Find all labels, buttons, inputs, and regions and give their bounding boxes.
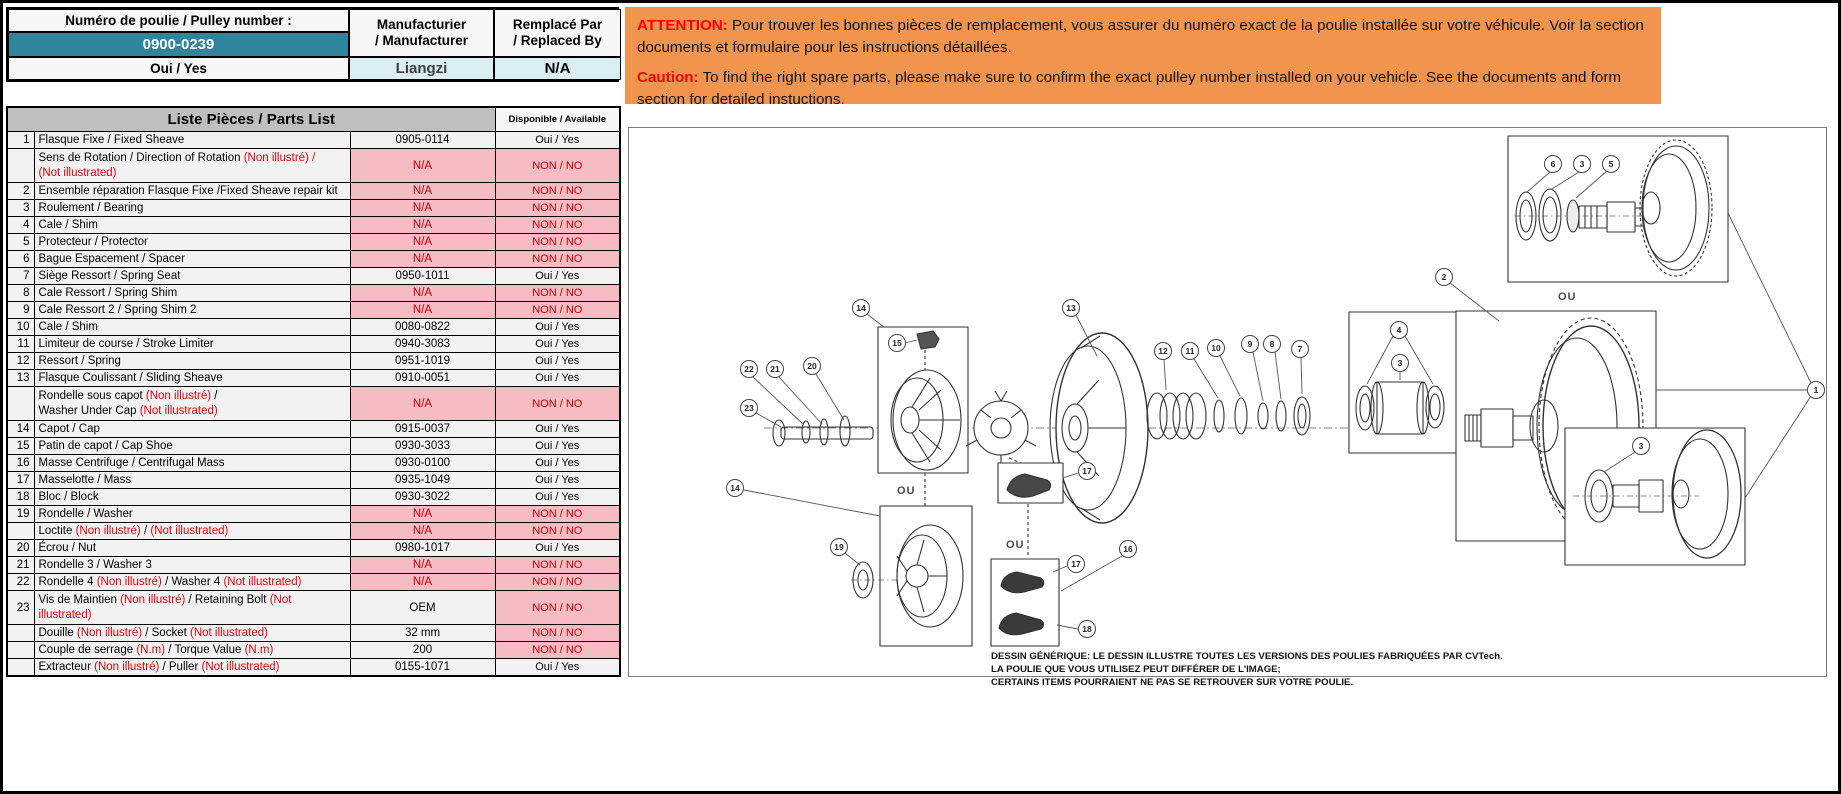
table-row [7, 489, 620, 506]
item-description-cell: Rondelle 3 / Washer 3 [34, 557, 350, 574]
item-description-cell: Cale / Shim [34, 217, 350, 234]
part-number-cell: N/A [350, 523, 495, 540]
available-column-header: Disponible / Available [495, 107, 620, 132]
part-number-cell: N/A [350, 302, 495, 319]
replaced-by-label-en: / Replaced By [513, 33, 602, 48]
callout-number: 22 [744, 364, 754, 374]
part-number-cell: 0915-0037 [350, 421, 495, 438]
item-number-cell: 18 [7, 489, 34, 506]
exploded-diagram-panel [628, 127, 1827, 688]
table-row [7, 217, 620, 234]
item-description-cell: Masselotte / Mass [34, 472, 350, 489]
item-number-cell [7, 625, 34, 642]
part-number-cell: 0940-3083 [350, 336, 495, 353]
availability-cell: NON / NO [495, 574, 620, 591]
table-row [7, 472, 620, 489]
part-number-cell: N/A [350, 149, 495, 183]
attention-body-fr: Pour trouver les bonnes pièces de remplacement, vous assurer du numéro exact de la poulie installée sur votre véhicule. Voir la section documents et formulaire pour les instructions détaillées. [637, 17, 1644, 56]
callout-leader-line [1220, 356, 1240, 396]
callout-number: 6 [1550, 159, 1556, 169]
part-number-cell: N/A [350, 574, 495, 591]
availability-cell: Oui / Yes [495, 540, 620, 557]
left-panel [6, 7, 619, 677]
callout-number: 20 [807, 361, 817, 371]
manufacturer-header [349, 9, 494, 57]
item-number-cell [7, 523, 34, 540]
callout-leader-line [1728, 213, 1811, 383]
callout-leader-line [744, 490, 880, 516]
availability-cell: Oui / Yes [495, 319, 620, 336]
item-description-cell: Ressort / Spring [34, 353, 350, 370]
table-row [7, 319, 620, 336]
part-number-cell: N/A [350, 200, 495, 217]
table-row [7, 132, 620, 149]
replaced-by-value: N/A [494, 57, 621, 80]
item-description-cell: Rondelle 4 (Non illustré) / Washer 4 (Not illustrated) [34, 574, 350, 591]
part-number-cell: 0930-3033 [350, 438, 495, 455]
item-description-cell: Patin de capot / Cap Shoe [34, 438, 350, 455]
availability-cell: NON / NO [495, 506, 620, 523]
item-number-cell: 2 [7, 183, 34, 200]
part-number-cell: N/A [350, 506, 495, 523]
part-number-cell: 0080-0822 [350, 319, 495, 336]
item-number-cell: 9 [7, 302, 34, 319]
callout-number: 12 [1158, 346, 1168, 356]
part-number-cell: N/A [350, 285, 495, 302]
item-number-cell: 11 [7, 336, 34, 353]
attention-label-fr: ATTENTION: [637, 17, 728, 34]
parts-table-body [7, 132, 620, 677]
callout-number: 16 [1123, 544, 1133, 554]
parts-list-title: Liste Pièces / Parts List [7, 107, 495, 132]
table-row [7, 285, 620, 302]
pulley-header-table [6, 7, 619, 82]
table-row [7, 506, 620, 523]
availability-cell: Oui / Yes [495, 132, 620, 149]
availability-cell: NON / NO [495, 183, 620, 200]
disclaimer-line-2: LA POULIE QUE VOUS UTILISEZ PEUT DIFFÉRER DE L'IMAGE; [991, 664, 1281, 675]
table-row [7, 336, 620, 353]
table-row [7, 421, 620, 438]
mass-option-boxes [991, 458, 1063, 646]
item-number-cell [7, 659, 34, 677]
item-description-cell: Flasque Coulissant / Sliding Sheave [34, 370, 350, 387]
part-number-cell: 0950-1011 [350, 268, 495, 285]
callout-leader-line [867, 314, 884, 327]
availability-cell: Oui / Yes [495, 438, 620, 455]
part-number-cell: 0935-1049 [350, 472, 495, 489]
part-number-cell: N/A [350, 557, 495, 574]
item-description-cell: Cale / Shim [34, 319, 350, 336]
callout-number: 17 [1082, 466, 1092, 476]
item-number-cell: 6 [7, 251, 34, 268]
part-number-cell: N/A [350, 217, 495, 234]
item-description-cell: Vis de Maintien (Non illustré) / Retaining Bolt (Not illustrated) [34, 591, 350, 625]
item-description-cell: Douille (Non illustré) / Socket (Not illustrated) [34, 625, 350, 642]
item-description-cell: Rondelle / Washer [34, 506, 350, 523]
callout-leader-line [1275, 352, 1281, 399]
table-row [7, 370, 620, 387]
item-number-cell: 20 [7, 540, 34, 557]
part-number-cell: 0155-1071 [350, 659, 495, 677]
or-label-mass: OU [1006, 539, 1025, 551]
callout-leader-line [1194, 359, 1218, 398]
callout-number: 15 [892, 338, 902, 348]
callout-number: 9 [1247, 339, 1253, 349]
availability-cell: NON / NO [495, 285, 620, 302]
availability-cell: NON / NO [495, 591, 620, 625]
item-number-cell: 21 [7, 557, 34, 574]
availability-cell: NON / NO [495, 234, 620, 251]
disclaimer-line-1: DESSIN GÉNÉRIQUE: LE DESSIN ILLUSTRE TOUTES LES VERSIONS DES POULIES FABRIQUÉES PAR CVTech. [991, 651, 1503, 662]
availability-cell: NON / NO [495, 387, 620, 421]
availability-cell: Oui / Yes [495, 455, 620, 472]
part-number-cell: N/A [350, 234, 495, 251]
item-description-cell: Extracteur (Non illustré) / Puller (Not illustrated) [34, 659, 350, 677]
cap-variant-box [851, 473, 972, 646]
item-number-cell: 10 [7, 319, 34, 336]
item-description-cell: Protecteur / Protector [34, 234, 350, 251]
table-row [7, 540, 620, 557]
availability-cell: Oui / Yes [495, 268, 620, 285]
disclaimer-line-3: CERTAINS ITEMS POURRAIENT NE PAS SE RETROUVER SUR VOTRE POULIE. [991, 677, 1354, 688]
sliding-sheave [1050, 333, 1148, 523]
callout-number: 18 [1082, 624, 1092, 634]
table-row [7, 455, 620, 472]
item-number-cell: 19 [7, 506, 34, 523]
callout-number: 14 [730, 483, 740, 493]
spider [966, 391, 1036, 466]
item-number-cell: 3 [7, 200, 34, 217]
table-row [7, 523, 620, 540]
item-number-cell: 7 [7, 268, 34, 285]
availability-cell: NON / NO [495, 149, 620, 183]
callout-leader-line [1745, 396, 1811, 498]
pulley-available-value: Oui / Yes [8, 57, 349, 80]
callout-leader-line [1164, 360, 1166, 390]
availability-cell: NON / NO [495, 251, 620, 268]
callout-number: 23 [744, 403, 754, 413]
manufacturer-label-en: / Manufacturer [374, 33, 469, 48]
item-number-cell: 15 [7, 438, 34, 455]
callout-leader-line [779, 377, 822, 424]
part-number-cell: 0905-0114 [350, 132, 495, 149]
availability-cell: NON / NO [495, 557, 620, 574]
item-number-cell: 22 [7, 574, 34, 591]
item-number-cell: 16 [7, 455, 34, 472]
availability-cell: NON / NO [495, 642, 620, 659]
part-number-cell: N/A [350, 183, 495, 200]
item-number-cell: 4 [7, 217, 34, 234]
part-number-cell: 0951-1019 [350, 353, 495, 370]
availability-cell: Oui / Yes [495, 489, 620, 506]
item-description-cell: Loctite (Non illustré) / (Not illustrated) [34, 523, 350, 540]
table-row [7, 625, 620, 642]
pulley-number-value: 0900-0239 [8, 32, 349, 57]
item-description-cell: Rondelle sous capot (Non illustré) / Washer Under Cap (Not illustrated) [34, 387, 350, 421]
item-number-cell [7, 387, 34, 421]
item-description-cell: Cale Ressort / Spring Shim [34, 285, 350, 302]
fixed-sheave-variant-bottom [1565, 428, 1745, 565]
availability-cell: NON / NO [495, 302, 620, 319]
item-number-cell: 13 [7, 370, 34, 387]
table-row [7, 659, 620, 677]
availability-cell: Oui / Yes [495, 370, 620, 387]
availability-cell: NON / NO [495, 523, 620, 540]
callout-number: 17 [1071, 559, 1081, 569]
table-row [7, 642, 620, 659]
diagram-disclaimer [991, 650, 1503, 688]
table-row [7, 251, 620, 268]
table-row [7, 557, 620, 574]
replaced-by-header [494, 9, 621, 57]
item-description-cell: Couple de serrage (N.m) / Torque Value (N.m) [34, 642, 350, 659]
item-number-cell: 12 [7, 353, 34, 370]
item-number-cell: 14 [7, 421, 34, 438]
table-row [7, 268, 620, 285]
table-row [7, 200, 620, 217]
part-number-cell: 0930-0100 [350, 455, 495, 472]
item-number-cell [7, 642, 34, 659]
availability-cell: NON / NO [495, 217, 620, 234]
item-number-cell: 23 [7, 591, 34, 625]
availability-cell: NON / NO [495, 200, 620, 217]
callout-number: 7 [1297, 344, 1303, 354]
item-description-cell: Sens de Rotation / Direction of Rotation (Non illustré) / (Not illustrated) [34, 149, 350, 183]
callout-leader-line [753, 377, 803, 424]
part-number-cell: OEM [350, 591, 495, 625]
callout-number: 1 [1813, 385, 1819, 395]
item-description-cell: Siège Ressort / Spring Seat [34, 268, 350, 285]
exploded-diagram [629, 128, 1826, 688]
callout-number: 10 [1211, 343, 1221, 353]
item-description-cell: Limiteur de course / Stroke Limiter [34, 336, 350, 353]
item-description-cell: Bloc / Block [34, 489, 350, 506]
availability-cell: Oui / Yes [495, 659, 620, 677]
item-description-cell: Écrou / Nut [34, 540, 350, 557]
table-row [7, 149, 620, 183]
callout-leader-line [1253, 352, 1263, 401]
item-description-cell: Flasque Fixe / Fixed Sheave [34, 132, 350, 149]
item-number-cell: 8 [7, 285, 34, 302]
table-row [7, 438, 620, 455]
part-number-cell: 32 mm [350, 625, 495, 642]
item-description-cell: Masse Centrifuge / Centrifugal Mass [34, 455, 350, 472]
attention-banner [625, 7, 1661, 108]
ring-stack [1214, 397, 1310, 435]
fixed-sheave-variant-top [1508, 136, 1728, 282]
callout-number: 4 [1396, 325, 1402, 335]
table-row [7, 353, 620, 370]
pulley-number-label: Numéro de poulie / Pulley number : [8, 9, 349, 32]
availability-cell: NON / NO [495, 625, 620, 642]
callout-leader-line [845, 553, 860, 565]
manufacturer-value: Liangzi [349, 57, 494, 80]
availability-cell: Oui / Yes [495, 336, 620, 353]
item-description-cell: Roulement / Bearing [34, 200, 350, 217]
attention-text-en [637, 67, 1649, 110]
replaced-by-label-fr: Remplacé Par [512, 17, 603, 33]
part-number-cell: N/A [350, 387, 495, 421]
or-label-left: OU [897, 485, 916, 497]
callout-number: 21 [770, 364, 780, 374]
item-number-cell: 1 [7, 132, 34, 149]
table-row [7, 302, 620, 319]
part-number-cell: 0930-3022 [350, 489, 495, 506]
callout-number: 13 [1066, 303, 1076, 313]
callout-number: 5 [1608, 159, 1614, 169]
callout-leader-line [816, 374, 844, 420]
table-row [7, 183, 620, 200]
attention-label-en: Caution: [637, 69, 699, 87]
item-description-cell: Capot / Cap [34, 421, 350, 438]
callout-number: 19 [834, 542, 844, 552]
table-row [7, 591, 620, 625]
availability-cell: Oui / Yes [495, 472, 620, 489]
callout-leader-line [1301, 358, 1302, 394]
item-description-cell: Cale Ressort 2 / Spring Shim 2 [34, 302, 350, 319]
callout-number: 14 [856, 303, 866, 313]
item-number-cell: 17 [7, 472, 34, 489]
item-description-cell: Bague Espacement / Spacer [34, 251, 350, 268]
spring [1147, 393, 1206, 439]
callout-number: 3 [1579, 159, 1585, 169]
table-row [7, 234, 620, 251]
item-number-cell: 5 [7, 234, 34, 251]
callout-number: 11 [1185, 346, 1195, 356]
availability-cell: Oui / Yes [495, 353, 620, 370]
callout-number: 3 [1638, 441, 1644, 451]
attention-body-en: To find the right spare parts, please make sure to confirm the exact pulley number installed on your vehicle. See the documents and form section for detailed instuctions. [637, 69, 1622, 108]
part-number-cell: N/A [350, 251, 495, 268]
parts-list-table [6, 106, 621, 677]
attention-text-fr [637, 15, 1649, 58]
callout-number: 2 [1441, 272, 1447, 282]
part-number-cell: 0980-1017 [350, 540, 495, 557]
or-label-top: OU [1558, 291, 1577, 303]
callout-number: 8 [1269, 339, 1275, 349]
table-row [7, 387, 620, 421]
table-row [7, 574, 620, 591]
item-number-cell [7, 149, 34, 183]
callout-number: 3 [1397, 358, 1403, 368]
part-number-cell: 200 [350, 642, 495, 659]
callout-leader-line [1057, 625, 1078, 629]
availability-cell: Oui / Yes [495, 421, 620, 438]
part-number-cell: 0910-0051 [350, 370, 495, 387]
manufacturer-label-fr: Manufacturier [376, 17, 467, 33]
item-description-cell: Ensemble réparation Flasque Fixe /Fixed Sheave repair kit [34, 183, 350, 200]
bolt-and-washers [773, 416, 873, 446]
